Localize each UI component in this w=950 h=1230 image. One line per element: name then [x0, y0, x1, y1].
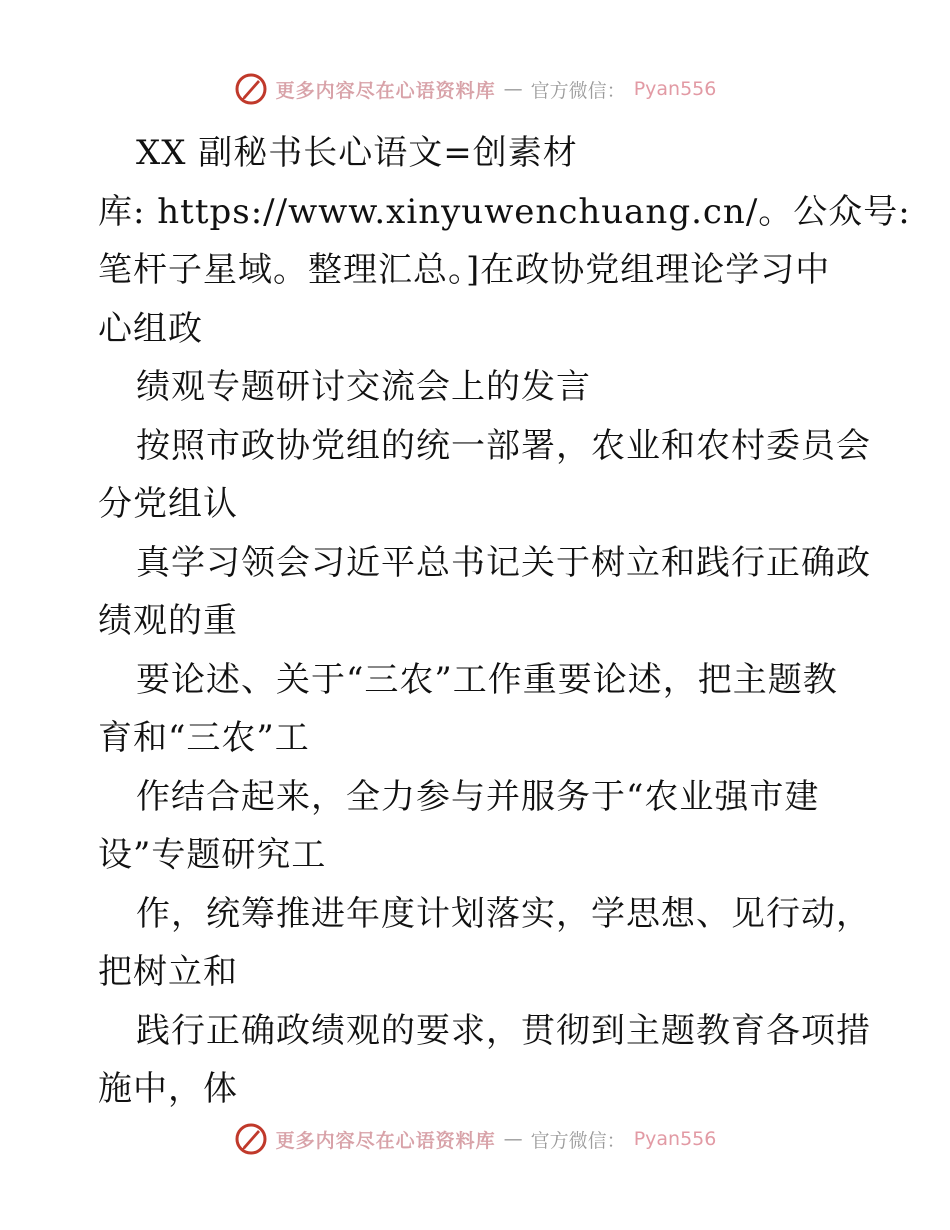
header-banner [0, 72, 950, 106]
banner-wechat-handle: Pyan556 [633, 78, 717, 100]
banner-dash: — [503, 78, 523, 100]
text-line: 按照市政协党组的统一部署，农业和农村委员会 [136, 425, 871, 466]
banner-wechat-handle: Pyan556 [633, 1128, 717, 1150]
text-line: XX 副秘书长心语文=创素材 [136, 133, 578, 173]
text-line: 笔杆子星域。整理汇总。]在政协党组理论学习中 [98, 250, 831, 290]
banner-dash: — [503, 1128, 523, 1150]
document-body [98, 124, 911, 1119]
text-line: 践行正确政绩观的要求，贯彻到主题教育各项措 [136, 1010, 871, 1051]
text-line: 库: https://www.xinyuwenchuang.cn/。公众号: [98, 191, 911, 232]
text-line: 绩观的重 [98, 601, 238, 641]
text-line: 育和“三农”工 [98, 718, 310, 758]
text-line: 要论述、关于“三农”工作重要论述，把主题教 [136, 659, 838, 700]
quill-logo-icon [234, 1122, 268, 1156]
banner-wechat-label: 官方微信： [530, 79, 626, 102]
text-line: 作结合起来，全力参与并服务于“农业强市建 [136, 776, 820, 817]
text-line: 绩观专题研讨交流会上的发言 [136, 367, 591, 407]
quill-logo-icon [234, 72, 268, 106]
text-line: 真学习领会习近平总书记关于树立和践行正确政 [136, 542, 871, 583]
text-line: 设”专题研究工 [98, 835, 327, 875]
text-line: 分党组认 [98, 484, 238, 524]
footer-banner [0, 1122, 950, 1156]
banner-site-text: 更多内容尽在心语资料库 [275, 79, 496, 102]
banner-site-text: 更多内容尽在心语资料库 [275, 1129, 496, 1152]
text-line: 心组政 [98, 308, 203, 349]
text-line: 作，统筹推进年度计划落实，学思想、见行动， [136, 893, 871, 934]
text-line: 施中，体 [98, 1069, 238, 1109]
banner-wechat-label: 官方微信： [530, 1129, 626, 1152]
text-line: 把树立和 [98, 952, 238, 992]
